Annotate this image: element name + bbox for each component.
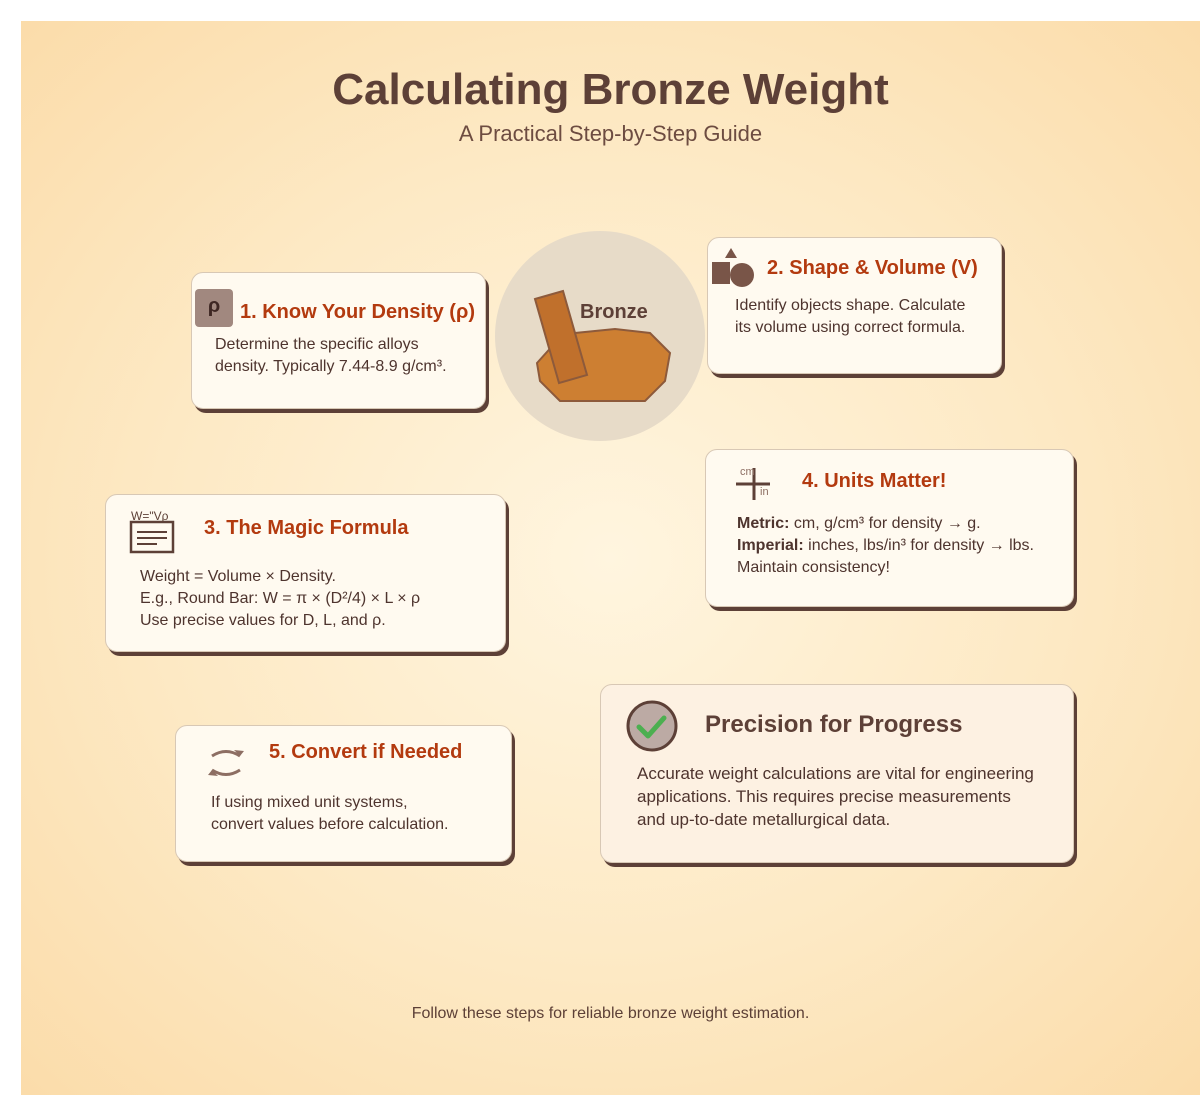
step-card-shape-volume	[707, 237, 1002, 374]
conclusion-title: Precision for Progress	[705, 711, 963, 738]
imperial-text: inches, lbs/in³ for density → lbs.	[803, 537, 1034, 554]
metric-label: Metric:	[737, 515, 790, 532]
shapes-icon	[710, 246, 758, 290]
step-title-formula: 3. The Magic Formula	[204, 517, 409, 539]
units-in-label: in	[760, 486, 769, 498]
page-title: Calculating Bronze Weight	[332, 65, 889, 114]
step-body-units	[737, 513, 1072, 579]
conclusion-card	[600, 684, 1074, 863]
density-rho-symbol: ρ	[207, 295, 221, 317]
units-cm-label: cm	[740, 466, 755, 478]
step-title-units: 4. Units Matter!	[802, 470, 947, 492]
page-subtitle: A Practical Step-by-Step Guide	[458, 121, 763, 146]
formula-document-icon	[129, 519, 177, 555]
step-card-convert	[175, 725, 512, 862]
step-body-shape-volume: Identify objects shape. Calculate its volume using correct formula.	[735, 297, 966, 336]
step-body-formula: Weight = Volume × Density. E.g., Round Bar: W = π × (D²/4) × L × ρ Use precise values for D, L, and ρ.	[140, 568, 421, 629]
convert-arrows-icon	[206, 744, 246, 782]
imperial-label: Imperial:	[737, 537, 804, 554]
step-title-convert: 5. Convert if Needed	[269, 741, 463, 763]
metric-text: cm, g/cm³ for density → g.	[789, 515, 981, 532]
step-title-density: 1. Know Your Density (ρ)	[240, 301, 475, 323]
conclusion-body: Accurate weight calculations are vital for engineering applications. This requires precise measurements and up-to-date metallurgical data.	[637, 764, 1034, 829]
footer-note: Follow these steps for reliable bronze weight estimation.	[411, 1005, 810, 1022]
step-card-units	[705, 449, 1074, 607]
checkmark-icon	[625, 699, 679, 753]
units-extra: Maintain consistency!	[737, 559, 890, 576]
step-card-density	[191, 272, 486, 409]
step-card-formula	[105, 494, 506, 652]
step-title-shape-volume: 2. Shape & Volume (V)	[767, 257, 978, 279]
formula-text: W="Vρ	[131, 509, 169, 523]
step-body-density: Determine the specific alloys density. Typically 7.44-8.9 g/cm³.	[215, 336, 447, 375]
bronze-label: Bronze	[580, 301, 648, 323]
infographic-canvas	[21, 21, 1200, 1095]
step-body-convert: If using mixed unit systems, convert values before calculation.	[211, 794, 449, 833]
